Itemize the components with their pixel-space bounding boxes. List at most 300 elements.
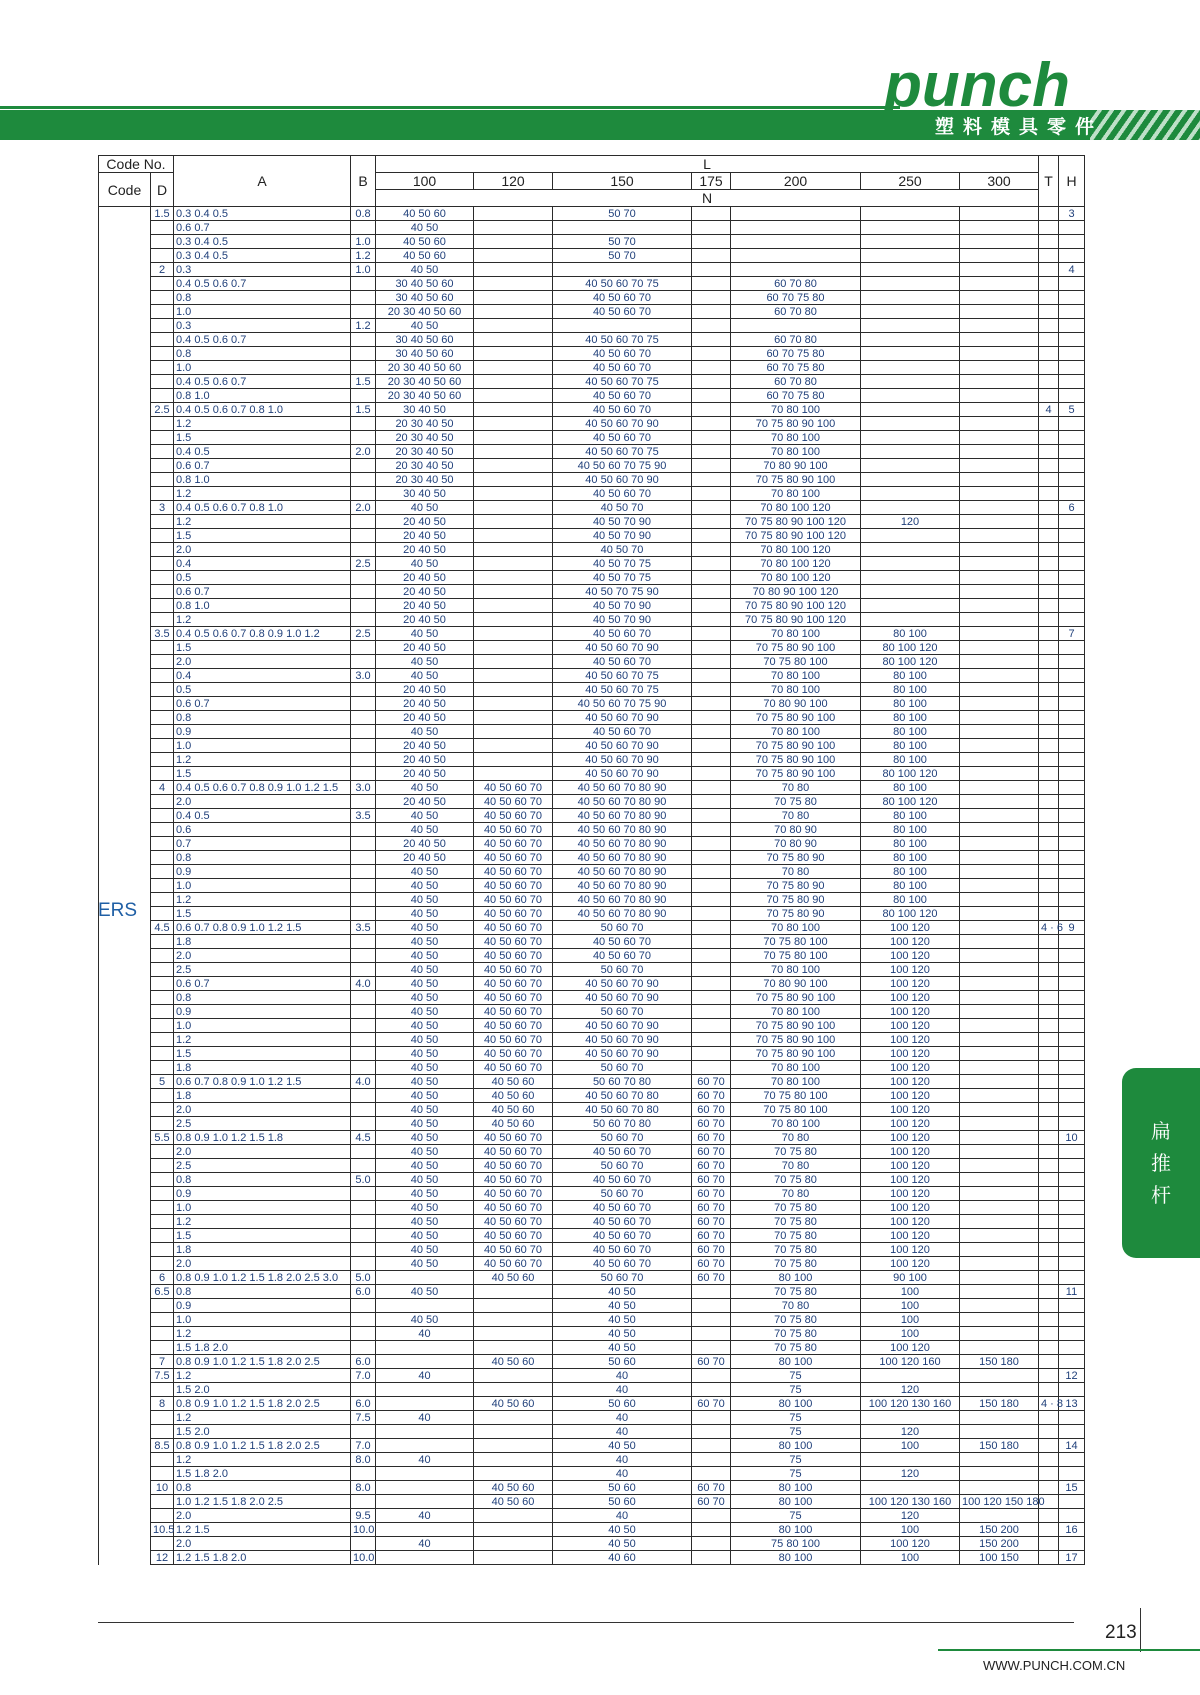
cell-n200: 60 70 75 80 xyxy=(731,291,861,305)
cell-n150: 40 50 60 70 75 xyxy=(553,683,692,697)
spec-table-body xyxy=(99,207,1085,1565)
cell-n175 xyxy=(692,1453,731,1467)
cell-b: 9.5 xyxy=(351,1509,376,1523)
header-l-120: 120 xyxy=(474,173,553,190)
cell-n120 xyxy=(474,655,553,669)
website-url[interactable]: WWW.PUNCH.COM.CN xyxy=(983,1658,1126,1673)
cell-t xyxy=(1039,613,1059,627)
cell-h xyxy=(1059,1341,1085,1355)
cell-n120 xyxy=(474,221,553,235)
cell-n250: 100 120 xyxy=(861,1145,960,1159)
cell-b xyxy=(351,487,376,501)
cell-b xyxy=(351,1313,376,1327)
cell-n250: 80 100 120 xyxy=(861,767,960,781)
cell-n300 xyxy=(960,487,1039,501)
cell-n250: 100 120 xyxy=(861,1187,960,1201)
cell-n300 xyxy=(960,1173,1039,1187)
cell-n150: 40 50 70 75 90 xyxy=(553,585,692,599)
cell-n175 xyxy=(692,1005,731,1019)
cell-n120: 40 50 60 xyxy=(474,1089,553,1103)
cell-n120 xyxy=(474,641,553,655)
cell-t xyxy=(1039,1327,1059,1341)
cell-a: 2.0 xyxy=(174,1257,351,1271)
cell-b xyxy=(351,305,376,319)
cell-n175 xyxy=(692,1509,731,1523)
cell-n150: 50 70 xyxy=(553,249,692,263)
cell-t xyxy=(1039,1033,1059,1047)
table-row xyxy=(99,1033,1085,1047)
table-row xyxy=(99,977,1085,991)
cell-n175 xyxy=(692,291,731,305)
cell-b: 4.5 xyxy=(351,1131,376,1145)
cell-h xyxy=(1059,851,1085,865)
cell-b xyxy=(351,725,376,739)
cell-n120 xyxy=(474,487,553,501)
cell-h xyxy=(1059,1243,1085,1257)
cell-n100: 40 50 xyxy=(376,1047,474,1061)
cell-n150: 40 50 60 70 90 xyxy=(553,641,692,655)
cell-n175 xyxy=(692,1523,731,1537)
cell-h xyxy=(1059,431,1085,445)
table-row xyxy=(99,1509,1085,1523)
cell-b xyxy=(351,1089,376,1103)
cell-n100: 20 30 40 50 60 xyxy=(376,389,474,403)
code-cell xyxy=(99,1201,151,1215)
header-l-200: 200 xyxy=(731,173,861,190)
cell-n200: 60 70 80 xyxy=(731,277,861,291)
code-cell xyxy=(99,697,151,711)
table-row xyxy=(99,879,1085,893)
cell-d xyxy=(151,725,174,739)
cell-b xyxy=(351,837,376,851)
cell-n250: 100 xyxy=(861,1439,960,1453)
cell-t xyxy=(1039,1145,1059,1159)
cell-n175: 60 70 xyxy=(692,1131,731,1145)
cell-n150: 40 50 60 70 90 xyxy=(553,711,692,725)
table-row xyxy=(99,445,1085,459)
cell-n300 xyxy=(960,1131,1039,1145)
cell-n150: 40 50 60 70 90 xyxy=(553,767,692,781)
cell-b: 5.0 xyxy=(351,1173,376,1187)
header-l-250: 250 xyxy=(861,173,960,190)
cell-n300 xyxy=(960,543,1039,557)
cell-d: 10.5 xyxy=(151,1523,174,1537)
cell-b xyxy=(351,823,376,837)
cell-h xyxy=(1059,711,1085,725)
cell-t xyxy=(1039,347,1059,361)
cell-n200: 80 100 xyxy=(731,1397,861,1411)
header-stripes xyxy=(1090,110,1200,140)
table-row xyxy=(99,613,1085,627)
category-side-tab[interactable] xyxy=(1122,1068,1200,1258)
code-cell xyxy=(99,277,151,291)
cell-h xyxy=(1059,1327,1085,1341)
cell-a: 0.6 0.7 0.8 0.9 1.0 1.2 1.5 xyxy=(174,921,351,935)
code-cell xyxy=(99,473,151,487)
cell-n120 xyxy=(474,1299,553,1313)
cell-d: 8 xyxy=(151,1397,174,1411)
cell-h xyxy=(1059,1005,1085,1019)
cell-n150: 40 50 60 70 xyxy=(553,291,692,305)
cell-n100: 30 40 50 60 xyxy=(376,333,474,347)
cell-n150: 40 xyxy=(553,1509,692,1523)
cell-t xyxy=(1039,1299,1059,1313)
cell-n300 xyxy=(960,1229,1039,1243)
cell-n300: 100 150 xyxy=(960,1551,1039,1565)
cell-n100: 40 50 xyxy=(376,809,474,823)
cell-n200: 70 75 80 xyxy=(731,1257,861,1271)
cell-a: 1.5 xyxy=(174,767,351,781)
cell-n175 xyxy=(692,977,731,991)
table-bottom-line xyxy=(98,1622,1074,1623)
cell-n100: 30 40 50 60 xyxy=(376,291,474,305)
cell-n200: 75 xyxy=(731,1411,861,1425)
cell-a: 0.9 xyxy=(174,1187,351,1201)
cell-n300 xyxy=(960,697,1039,711)
cell-n120: 40 50 60 70 xyxy=(474,1243,553,1257)
cell-t xyxy=(1039,1425,1059,1439)
cell-n100: 40 50 xyxy=(376,879,474,893)
cell-n300 xyxy=(960,1019,1039,1033)
cell-n120: 40 50 60 70 xyxy=(474,851,553,865)
cell-n200: 70 75 80 xyxy=(731,1341,861,1355)
cell-d: 6.5 xyxy=(151,1285,174,1299)
cell-b xyxy=(351,767,376,781)
cell-h xyxy=(1059,305,1085,319)
cell-n150: 40 50 60 70 90 xyxy=(553,1033,692,1047)
cell-n100: 40 50 xyxy=(376,1313,474,1327)
cell-n150: 40 50 60 70 90 xyxy=(553,417,692,431)
cell-n250 xyxy=(861,585,960,599)
cell-d: 6 xyxy=(151,1271,174,1285)
cell-t xyxy=(1039,809,1059,823)
cell-t xyxy=(1039,291,1059,305)
cell-h xyxy=(1059,1089,1085,1103)
cell-h: 4 xyxy=(1059,263,1085,277)
cell-a: 1.2 xyxy=(174,417,351,431)
cell-n200: 70 75 80 90 100 xyxy=(731,753,861,767)
cell-b xyxy=(351,683,376,697)
cell-n175 xyxy=(692,1327,731,1341)
header-code: Code xyxy=(99,173,151,207)
cell-t xyxy=(1039,823,1059,837)
cell-n250: 100 120 160 xyxy=(861,1355,960,1369)
cell-n175 xyxy=(692,949,731,963)
cell-n100 xyxy=(376,1467,474,1481)
cell-n120 xyxy=(474,1425,553,1439)
cell-a: 2.5 xyxy=(174,963,351,977)
cell-d xyxy=(151,1467,174,1481)
cell-n100: 40 50 xyxy=(376,949,474,963)
cell-a: 0.4 0.5 0.6 0.7 0.8 1.0 xyxy=(174,403,351,417)
cell-a: 0.8 0.9 1.0 1.2 1.5 1.8 2.0 2.5 xyxy=(174,1439,351,1453)
cell-d xyxy=(151,1509,174,1523)
cell-n150: 50 60 70 xyxy=(553,1187,692,1201)
cell-n100: 20 40 50 xyxy=(376,683,474,697)
cell-b xyxy=(351,1327,376,1341)
cell-n120 xyxy=(474,1509,553,1523)
cell-h xyxy=(1059,683,1085,697)
cell-n200: 70 80 xyxy=(731,781,861,795)
cell-n150: 40 50 60 70 xyxy=(553,1229,692,1243)
footer-line xyxy=(938,1649,1200,1651)
cell-n175 xyxy=(692,1467,731,1481)
table-row xyxy=(99,851,1085,865)
cell-n100: 40 50 60 xyxy=(376,235,474,249)
cell-n250 xyxy=(861,529,960,543)
cell-h xyxy=(1059,1537,1085,1551)
cell-a: 0.4 0.5 0.6 0.7 0.8 0.9 1.0 1.2 1.5 xyxy=(174,781,351,795)
table-row xyxy=(99,1397,1085,1411)
cell-n250 xyxy=(861,375,960,389)
table-row xyxy=(99,235,1085,249)
header-l-150: 150 xyxy=(553,173,692,190)
cell-n200: 70 80 100 xyxy=(731,627,861,641)
table-row xyxy=(99,1089,1085,1103)
code-cell xyxy=(99,739,151,753)
cell-n300 xyxy=(960,1201,1039,1215)
cell-n175 xyxy=(692,347,731,361)
cell-h xyxy=(1059,893,1085,907)
cell-h xyxy=(1059,389,1085,403)
cell-n300: 150 180 xyxy=(960,1355,1039,1369)
cell-b xyxy=(351,795,376,809)
cell-n175 xyxy=(692,207,731,221)
cell-n150: 40 xyxy=(553,1467,692,1481)
cell-b xyxy=(351,1299,376,1313)
cell-d xyxy=(151,823,174,837)
cell-n120: 40 50 60 xyxy=(474,1075,553,1089)
cell-n175 xyxy=(692,697,731,711)
cell-a: 0.6 0.7 xyxy=(174,977,351,991)
cell-n250 xyxy=(861,613,960,627)
cell-n300 xyxy=(960,1075,1039,1089)
cell-a: 0.9 xyxy=(174,865,351,879)
cell-h xyxy=(1059,1383,1085,1397)
cell-n120 xyxy=(474,1327,553,1341)
cell-n100: 40 50 xyxy=(376,963,474,977)
cell-t xyxy=(1039,585,1059,599)
cell-t xyxy=(1039,837,1059,851)
table-row xyxy=(99,837,1085,851)
cell-n120 xyxy=(474,557,553,571)
cell-n100 xyxy=(376,1481,474,1495)
code-cell xyxy=(99,1439,151,1453)
cell-n120 xyxy=(474,459,553,473)
cell-n175: 60 70 xyxy=(692,1243,731,1257)
cell-h xyxy=(1059,991,1085,1005)
product-code: ERS xyxy=(98,900,138,921)
cell-b: 3.5 xyxy=(351,921,376,935)
cell-d: 2.5 xyxy=(151,403,174,417)
cell-h xyxy=(1059,1019,1085,1033)
cell-b xyxy=(351,585,376,599)
cell-a: 0.6 0.7 xyxy=(174,697,351,711)
cell-n200 xyxy=(731,207,861,221)
cell-h xyxy=(1059,1411,1085,1425)
cell-a: 0.3 0.4 0.5 xyxy=(174,207,351,221)
cell-n150: 40 xyxy=(553,1425,692,1439)
table-row xyxy=(99,781,1085,795)
cell-n175 xyxy=(692,263,731,277)
cell-n250: 80 100 120 xyxy=(861,795,960,809)
cell-n250: 80 100 120 xyxy=(861,655,960,669)
cell-n150: 40 50 60 70 90 xyxy=(553,1047,692,1061)
cell-d xyxy=(151,1047,174,1061)
cell-h xyxy=(1059,963,1085,977)
cell-n250 xyxy=(861,431,960,445)
table-row xyxy=(99,501,1085,515)
cell-n200: 70 75 80 90 100 xyxy=(731,711,861,725)
table-row xyxy=(99,319,1085,333)
cell-n120 xyxy=(474,585,553,599)
table-row xyxy=(99,907,1085,921)
cell-t xyxy=(1039,725,1059,739)
cell-t xyxy=(1039,1005,1059,1019)
table-row xyxy=(99,711,1085,725)
cell-n150: 40 50 xyxy=(553,1537,692,1551)
cell-n120: 40 50 60 70 xyxy=(474,795,553,809)
cell-n200: 70 75 80 xyxy=(731,1243,861,1257)
code-cell xyxy=(99,837,151,851)
code-cell xyxy=(99,613,151,627)
cell-n100: 20 40 50 xyxy=(376,613,474,627)
cell-h xyxy=(1059,1495,1085,1509)
cell-a: 0.8 xyxy=(174,291,351,305)
cell-h xyxy=(1059,1271,1085,1285)
cell-n150: 40 50 xyxy=(553,1523,692,1537)
cell-n120 xyxy=(474,1313,553,1327)
table-row xyxy=(99,1257,1085,1271)
cell-h: 3 xyxy=(1059,207,1085,221)
cell-n300 xyxy=(960,515,1039,529)
cell-t xyxy=(1039,529,1059,543)
cell-n200: 70 80 xyxy=(731,1159,861,1173)
cell-n120 xyxy=(474,571,553,585)
cell-d: 10 xyxy=(151,1481,174,1495)
cell-t xyxy=(1039,1243,1059,1257)
cell-n200: 70 75 80 90 100 xyxy=(731,991,861,1005)
cell-h: 15 xyxy=(1059,1481,1085,1495)
cell-n250 xyxy=(861,417,960,431)
cell-h xyxy=(1059,1117,1085,1131)
table-row xyxy=(99,753,1085,767)
cell-n200: 70 75 80 90 100 120 xyxy=(731,613,861,627)
cell-n200: 70 75 80 90 100 120 xyxy=(731,599,861,613)
cell-n200: 70 80 100 xyxy=(731,1005,861,1019)
cell-n250: 100 120 130 160 xyxy=(861,1397,960,1411)
cell-n200: 70 75 80 xyxy=(731,1285,861,1299)
table-row xyxy=(99,389,1085,403)
cell-a: 1.2 xyxy=(174,613,351,627)
cell-n150: 40 50 60 70 xyxy=(553,935,692,949)
cell-t xyxy=(1039,543,1059,557)
cell-n100: 20 40 50 xyxy=(376,515,474,529)
cell-n175 xyxy=(692,1425,731,1439)
table-row xyxy=(99,1537,1085,1551)
header-l-175: 175 xyxy=(692,173,731,190)
cell-a: 0.4 xyxy=(174,557,351,571)
cell-t xyxy=(1039,1355,1059,1369)
cell-n200: 70 80 100 xyxy=(731,683,861,697)
cell-n100: 20 40 50 xyxy=(376,529,474,543)
cell-b: 2.5 xyxy=(351,627,376,641)
cell-n175 xyxy=(692,557,731,571)
cell-n100 xyxy=(376,1551,474,1565)
table-row xyxy=(99,515,1085,529)
cell-n200: 70 80 100 xyxy=(731,1075,861,1089)
cell-d: 7.5 xyxy=(151,1369,174,1383)
cell-t xyxy=(1039,1509,1059,1523)
cell-n100: 40 50 xyxy=(376,557,474,571)
cell-n250: 100 120 xyxy=(861,1005,960,1019)
cell-n150: 40 50 60 70 75 xyxy=(553,445,692,459)
cell-b xyxy=(351,1005,376,1019)
cell-n120 xyxy=(474,529,553,543)
cell-n250: 100 120 xyxy=(861,977,960,991)
cell-n300: 150 200 xyxy=(960,1523,1039,1537)
cell-b xyxy=(351,1061,376,1075)
cell-n120 xyxy=(474,543,553,557)
cell-n150: 50 60 70 xyxy=(553,963,692,977)
cell-n175: 60 70 xyxy=(692,1495,731,1509)
cell-n200: 70 80 xyxy=(731,1299,861,1313)
cell-n175 xyxy=(692,921,731,935)
cell-n200: 70 80 100 xyxy=(731,487,861,501)
cell-t xyxy=(1039,375,1059,389)
code-cell xyxy=(99,1103,151,1117)
cell-n200: 70 80 90 100 120 xyxy=(731,585,861,599)
cell-n150: 40 50 60 70 xyxy=(553,347,692,361)
cell-h xyxy=(1059,781,1085,795)
cell-d xyxy=(151,1173,174,1187)
cell-b xyxy=(351,1467,376,1481)
code-cell xyxy=(99,1047,151,1061)
cell-a: 2.0 xyxy=(174,1145,351,1159)
cell-h xyxy=(1059,543,1085,557)
cell-n300 xyxy=(960,613,1039,627)
cell-d xyxy=(151,1159,174,1173)
cell-b: 2.5 xyxy=(351,557,376,571)
cell-n300 xyxy=(960,949,1039,963)
cell-n120: 40 50 60 70 xyxy=(474,1215,553,1229)
cell-n175 xyxy=(692,935,731,949)
cell-n175 xyxy=(692,361,731,375)
cell-n120 xyxy=(474,375,553,389)
cell-n100: 20 30 40 50 xyxy=(376,417,474,431)
cell-b xyxy=(351,347,376,361)
cell-t xyxy=(1039,333,1059,347)
side-tab-char-1: 扁 xyxy=(1151,1121,1171,1143)
cell-n200: 75 xyxy=(731,1383,861,1397)
cell-n100: 20 40 50 xyxy=(376,711,474,725)
cell-t xyxy=(1039,599,1059,613)
table-row xyxy=(99,1061,1085,1075)
table-row xyxy=(99,1103,1085,1117)
cell-d xyxy=(151,417,174,431)
cell-t: 4 xyxy=(1039,403,1059,417)
cell-n175: 60 70 xyxy=(692,1355,731,1369)
cell-a: 0.6 xyxy=(174,823,351,837)
cell-n175 xyxy=(692,837,731,851)
cell-n250: 80 100 xyxy=(861,837,960,851)
cell-n250: 120 xyxy=(861,1509,960,1523)
cell-n250: 80 100 120 xyxy=(861,907,960,921)
cell-b xyxy=(351,361,376,375)
cell-t xyxy=(1039,1341,1059,1355)
cell-h xyxy=(1059,613,1085,627)
table-row xyxy=(99,1453,1085,1467)
